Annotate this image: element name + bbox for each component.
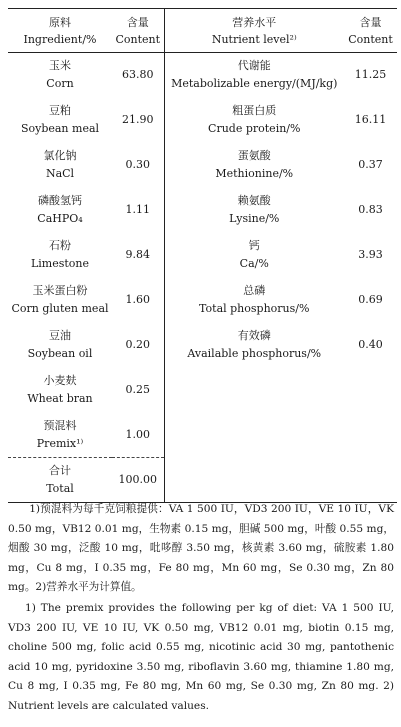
table-row	[8, 413, 397, 458]
nutrient-cell	[164, 98, 344, 143]
nutrient-name-en: Total phosphorus/%	[199, 302, 310, 315]
ingredient-cell	[8, 413, 112, 458]
ingredient-name-zh: 氯化钠	[43, 149, 77, 162]
ingredient-name-zh: 预混料	[43, 418, 77, 432]
ingredient-content-cell: 9.84	[112, 233, 164, 278]
table-body	[8, 53, 397, 503]
footnote-chinese-text: 1)预混料为每千克饲粮提供：VA 1 500 IU，VD3 200 IU，VE 10 IU，VK 0.50 mg，VB12 0.01 mg，生物素 0.15 mg，胆碱 500 mg，叶酸 0.55 mg，烟酸 30 mg，泛酸 10 mg，吡哆醇 3.50 mg，核黄素 3.60 mg，硫胺素 1.80 mg，Cu 8 mg，I 0.35 mg，Fe 80 mg，Mn 60 mg，Se 0.30 mg，Zn 80 mg。2)营养水平为计算值。	[8, 503, 394, 594]
nutrient-name-zh: 蛋氨酸	[237, 149, 271, 162]
nutrient-content-cell	[344, 368, 397, 413]
ingredient-cell	[8, 458, 112, 503]
table-row	[8, 188, 397, 233]
nutrient-name-zh: 钙	[248, 239, 260, 252]
ingredient-cell	[8, 98, 112, 143]
ingredient-content-cell: 63.80	[112, 53, 164, 98]
nutrient-content-cell: 11.25	[354, 68, 387, 82]
ingredient-cell	[8, 143, 112, 188]
ingredient-name-en: Total	[46, 482, 74, 495]
nutrient-name-en: Methionine/%	[215, 167, 294, 180]
ingredient-cell	[8, 368, 112, 413]
nutrient-cell	[164, 188, 344, 233]
ingredient-name-en: Soybean oil	[27, 347, 93, 360]
nutrient-content-cell: 16.11	[354, 113, 387, 126]
footnote-english-text: 1) The premix provides the following per kg of diet: VA 1 500 IU, VD3 200 IU, VE 10 IU, VK 0.50 mg, VB12 0.01 mg, biotin 0.15 mg, choline 500 mg, folic acid 0.55 mg, nicotinic acid 30 mg, pantothenic acid 10 mg, pyridoxine 3.50 mg, riboflavin 3.60 mg, thiamine 1.80 mg, Cu 8 mg, I 0.35 mg, Fe 80 mg, Mn 60 mg, Se 0.30 mg, Zn 80 mg. 2) Nutrient levels are calculated values.	[8, 602, 394, 712]
nutrient-name-en: Lysine/%	[229, 212, 280, 225]
nutrient-content-cell	[344, 413, 397, 458]
nutrient-name-zh: 赖氨酸	[237, 194, 271, 207]
ingredient-name-en: Premix¹⁾	[36, 436, 84, 450]
ingredient-cell	[8, 233, 112, 278]
ingredient-name-zh: 玉米蛋白粉	[32, 284, 88, 297]
footnote-english	[8, 599, 394, 717]
ingredient-content-cell: 0.20	[112, 323, 164, 368]
ingredient-content-cell: 100.00	[112, 458, 164, 503]
table-header	[8, 9, 397, 53]
ingredient-name-zh: 合计	[49, 464, 71, 477]
ingredient-name-zh: 磷酸氢钙	[38, 194, 82, 207]
table-row	[8, 368, 397, 413]
table-row	[8, 278, 397, 323]
nutrient-cell	[164, 323, 344, 368]
ingredient-name-zh: 玉米	[49, 59, 71, 73]
nutrient-cell	[164, 458, 344, 503]
nutrient-content-cell: 0.40	[358, 338, 383, 351]
nutrient-content-cell: 0.83	[358, 203, 383, 216]
nutrient-name-en: Crude protein/%	[208, 122, 301, 135]
nutrient-content-cell: 0.69	[358, 293, 383, 306]
ingredient-content-cell: 1.00	[112, 413, 164, 458]
ingredient-name-zh: 石粉	[49, 239, 71, 252]
footnote-chinese	[8, 500, 394, 598]
ingredient-cell	[8, 188, 112, 233]
ingredient-cell	[8, 323, 112, 368]
ingredient-cell	[8, 278, 112, 323]
ingredient-content-cell: 0.25	[112, 368, 164, 413]
nutrient-name-zh: 总磷	[243, 284, 266, 297]
nutrient-cell	[164, 143, 344, 188]
table-row	[8, 233, 397, 278]
ingredient-name-en: Wheat bran	[27, 392, 93, 405]
table-row	[8, 98, 397, 143]
ingredient-name-en: CaHPO₄	[37, 212, 83, 225]
ingredient-content-cell: 1.60	[112, 278, 164, 323]
header-content-2: 含量 Content	[344, 9, 397, 53]
table-row	[8, 53, 397, 98]
nutrient-content-cell	[344, 458, 397, 503]
nutrient-name-en: Available phosphorus/%	[187, 347, 322, 360]
ingredient-name-en: Limestone	[30, 257, 90, 270]
diet-composition-table	[8, 8, 397, 503]
header-ingredient: 原料 Ingredient/%	[8, 9, 112, 53]
ingredient-name-zh: 豆粕	[49, 104, 71, 117]
ingredient-name-en: Soybean meal	[20, 122, 100, 135]
header-content: 含量 Content	[112, 9, 164, 53]
table-row	[8, 458, 397, 503]
nutrient-content-cell: 3.93	[358, 248, 383, 261]
ingredient-cell	[8, 53, 112, 98]
ingredient-content-cell: 0.30	[112, 143, 164, 188]
ingredient-content-cell: 1.11	[112, 188, 164, 233]
nutrient-cell	[164, 368, 344, 413]
nutrient-cell	[164, 413, 344, 458]
nutrient-content-cell: 0.37	[358, 158, 383, 171]
nutrient-cell	[164, 233, 344, 278]
nutrient-name-en: Metabolizable energy/(MJ/kg)	[171, 77, 338, 91]
ingredient-name-en: NaCl	[45, 167, 75, 180]
nutrient-name-zh: 粗蛋白质	[232, 104, 277, 117]
ingredient-name-en: Corn	[46, 77, 74, 91]
ingredient-name-zh: 豆油	[49, 329, 71, 342]
ingredient-name-en: Corn gluten meal	[11, 302, 109, 315]
nutrient-name-zh: 有效磷	[237, 329, 271, 342]
ingredient-name-zh: 小麦麸	[43, 374, 77, 387]
table-row	[8, 323, 397, 368]
nutrient-name-zh: 代谢能	[237, 59, 271, 73]
ingredient-content-cell: 21.90	[112, 98, 164, 143]
nutrient-cell	[164, 278, 344, 323]
table-row	[8, 143, 397, 188]
nutrient-name-en: Ca/%	[239, 257, 269, 270]
nutrient-cell	[164, 53, 344, 98]
header-nutrient-level: 营养水平 Nutrient level²⁾	[164, 9, 344, 53]
